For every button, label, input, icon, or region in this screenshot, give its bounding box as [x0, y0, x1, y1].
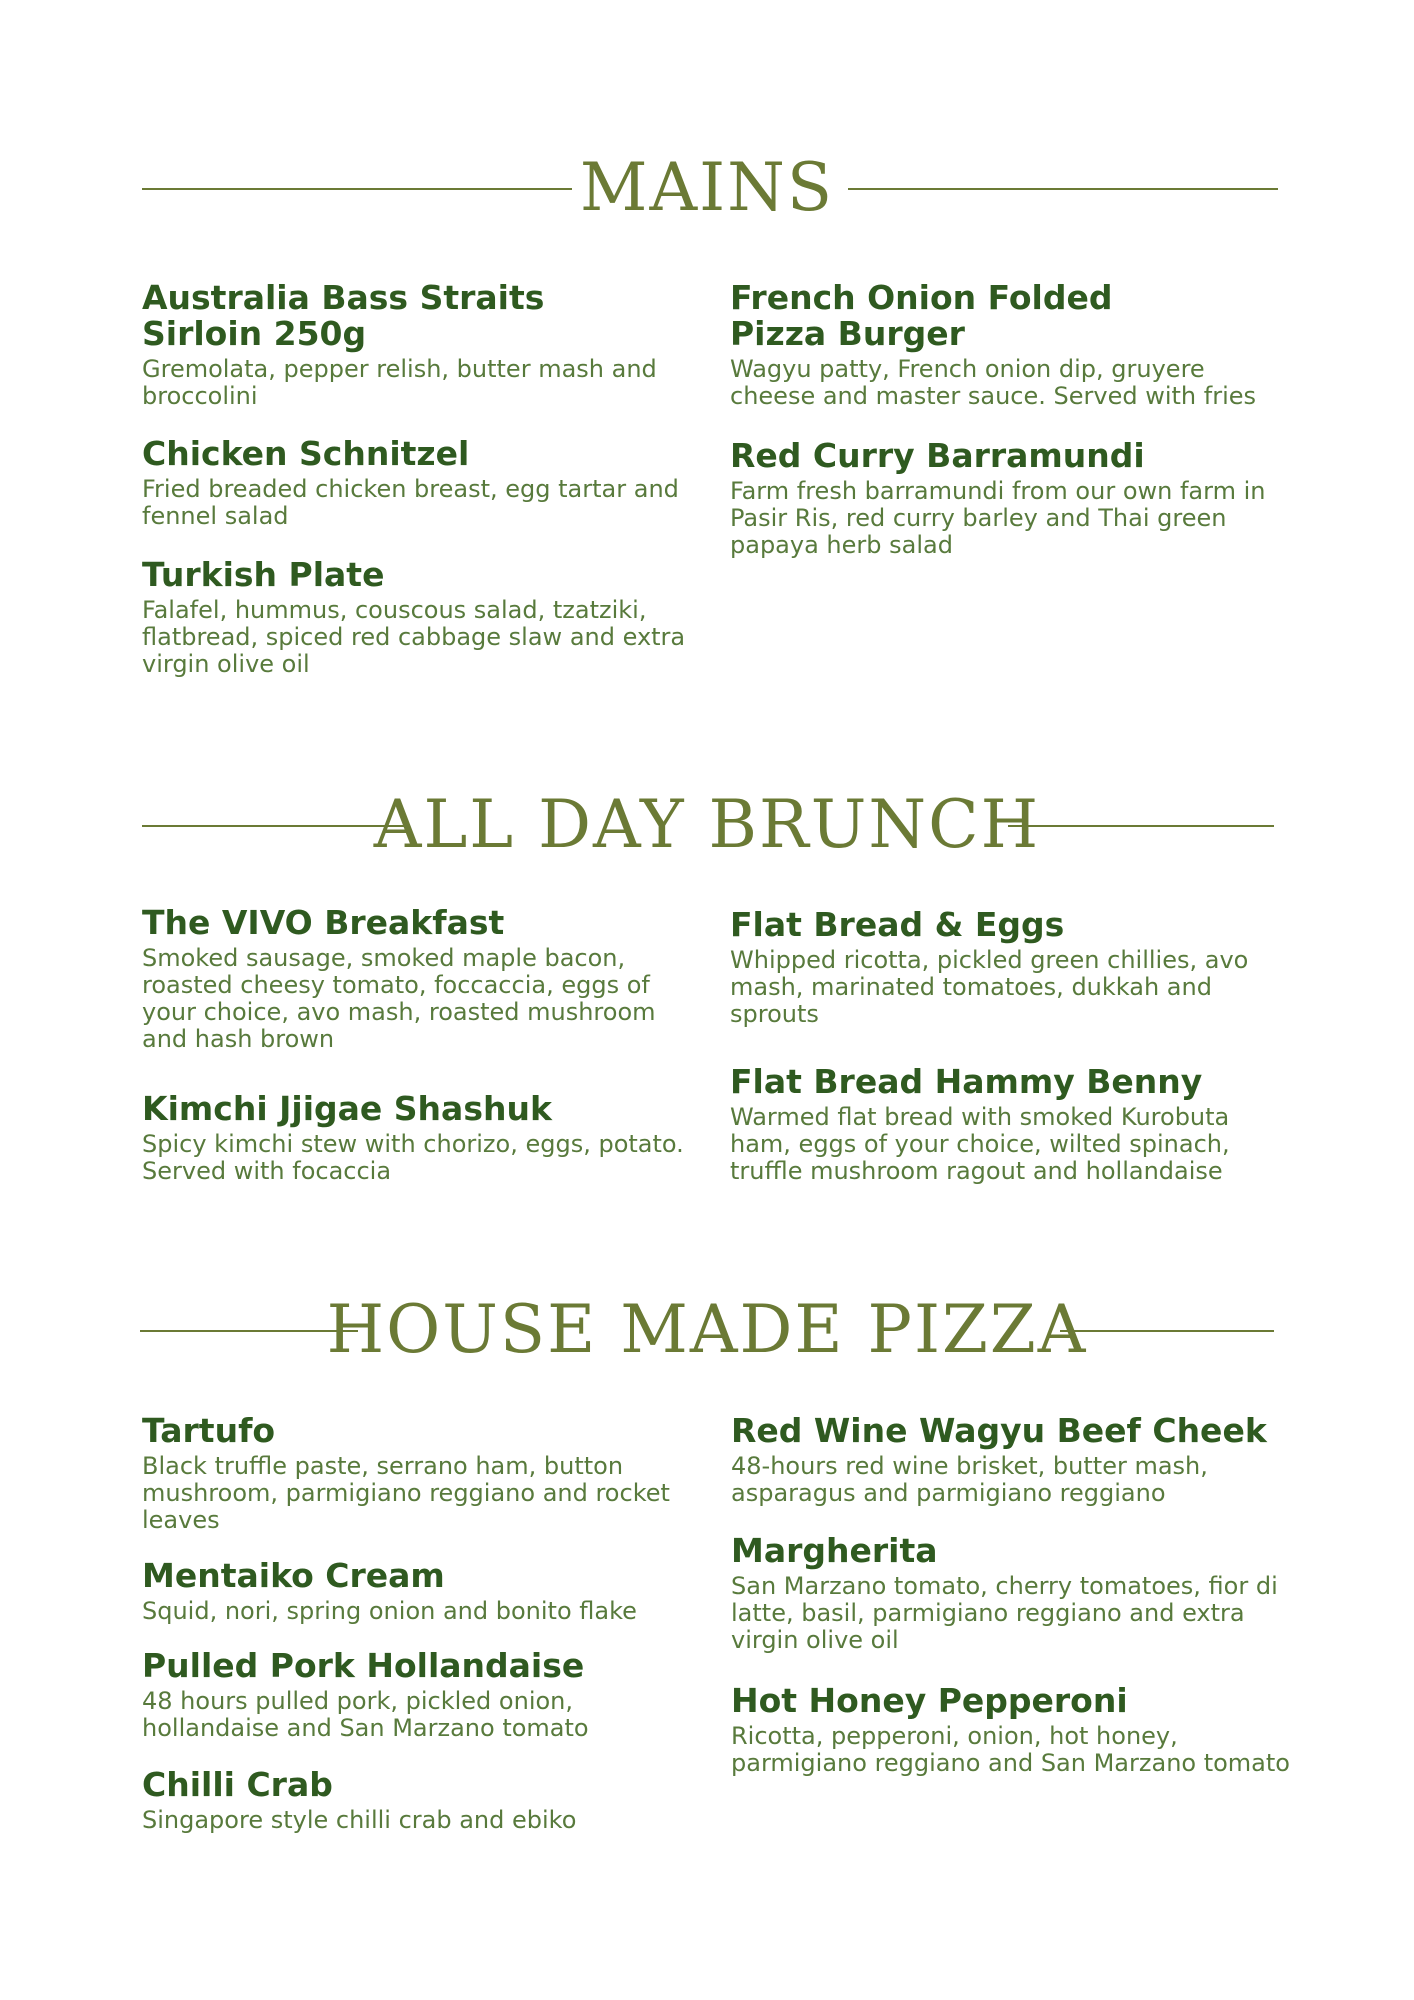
- menu-item: [730, 438, 1290, 559]
- menu-item: [730, 280, 1290, 410]
- item-name: Mentaiko Cream: [142, 1556, 445, 1595]
- item-name: Margherita: [731, 1531, 938, 1570]
- menu-item: [142, 557, 702, 678]
- item-name: Australia Bass Straits Sirloin 250g: [142, 278, 545, 353]
- menu-item: [731, 1413, 1291, 1507]
- item-name: French Onion Folded Pizza Burger: [730, 278, 1113, 353]
- menu-item: [142, 905, 702, 1053]
- menu-item: [142, 1091, 702, 1185]
- menu-item: [731, 1533, 1291, 1654]
- item-description: Black truffle paste, serrano ham, button mushroom, parmigiano reggiano and rocket leaves: [142, 1452, 670, 1534]
- item-name: Kimchi Jjigae Shashuk: [142, 1089, 552, 1128]
- menu-item: [730, 1064, 1290, 1185]
- item-description: Squid, nori, spring onion and bonito flake: [142, 1597, 637, 1625]
- item-description: 48-hours red wine brisket, butter mash, asparagus and parmigiano reggiano: [731, 1452, 1208, 1507]
- item-name: Chilli Crab: [142, 1765, 333, 1804]
- menu-item: [731, 1683, 1291, 1777]
- mains-heading: MAINS: [579, 149, 835, 226]
- item-description: Gremolata, pepper relish, butter mash and broccolini: [142, 355, 657, 410]
- item-description: Spicy kimchi stew with chorizo, eggs, potato. Served with focaccia: [142, 1130, 684, 1185]
- item-description: San Marzano tomato, cherry tomatoes, fior di latte, basil, parmigiano reggiano and extra virgin olive oil: [731, 1572, 1278, 1654]
- pizza-heading: HOUSE MADE PIZZA: [326, 1291, 1088, 1368]
- menu-item: [142, 1767, 702, 1834]
- menu-item: [142, 1413, 702, 1534]
- menu-item: [142, 1648, 702, 1742]
- item-description: Warmed flat bread with smoked Kurobuta ham, eggs of your choice, wilted spinach, truffle mushroom ragout and hollandaise: [730, 1103, 1230, 1185]
- item-name: Red Curry Barramundi: [730, 436, 1145, 475]
- item-description: Smoked sausage, smoked maple bacon, roasted cheesy tomato, foccaccia, eggs of your choice, avo mash, roasted mushroom and hash brown: [142, 944, 656, 1053]
- item-description: Ricotta, pepperoni, onion, hot honey, parmigiano reggiano and San Marzano tomato: [731, 1722, 1290, 1777]
- item-description: Fried breaded chicken breast, egg tartar and fennel salad: [142, 475, 679, 530]
- item-name: Tartufo: [142, 1411, 276, 1450]
- item-description: 48 hours pulled pork, pickled onion, hollandaise and San Marzano tomato: [142, 1687, 589, 1742]
- menu-item: [142, 280, 702, 410]
- item-name: Flat Bread Hammy Benny: [730, 1062, 1203, 1101]
- menu-item: [142, 1558, 702, 1625]
- item-name: Turkish Plate: [142, 555, 385, 594]
- item-name: Chicken Schnitzel: [142, 434, 470, 473]
- menu-item: [142, 436, 702, 530]
- menu-item: [730, 907, 1290, 1028]
- item-name: Hot Honey Pepperoni: [731, 1681, 1128, 1720]
- item-description: Whipped ricotta, pickled green chillies, avo mash, marinated tomatoes, dukkah and sprouts: [730, 946, 1249, 1028]
- item-description: Farm fresh barramundi from our own farm in Pasir Ris, red curry barley and Thai green papaya herb salad: [730, 477, 1266, 559]
- item-name: Flat Bread & Eggs: [730, 905, 1065, 944]
- brunch-heading: ALL DAY BRUNCH: [373, 786, 1041, 863]
- item-name: Red Wine Wagyu Beef Cheek: [731, 1411, 1267, 1450]
- item-name: Pulled Pork Hollandaise: [142, 1646, 585, 1685]
- item-name: The VIVO Breakfast: [142, 903, 505, 942]
- item-description: Singapore style chilli crab and ebiko: [142, 1806, 577, 1834]
- item-description: Falafel, hummus, couscous salad, tzatziki, flatbread, spiced red cabbage slaw and extra virgin olive oil: [142, 596, 686, 678]
- item-description: Wagyu patty, French onion dip, gruyere cheese and master sauce. Served with fries: [730, 355, 1257, 410]
